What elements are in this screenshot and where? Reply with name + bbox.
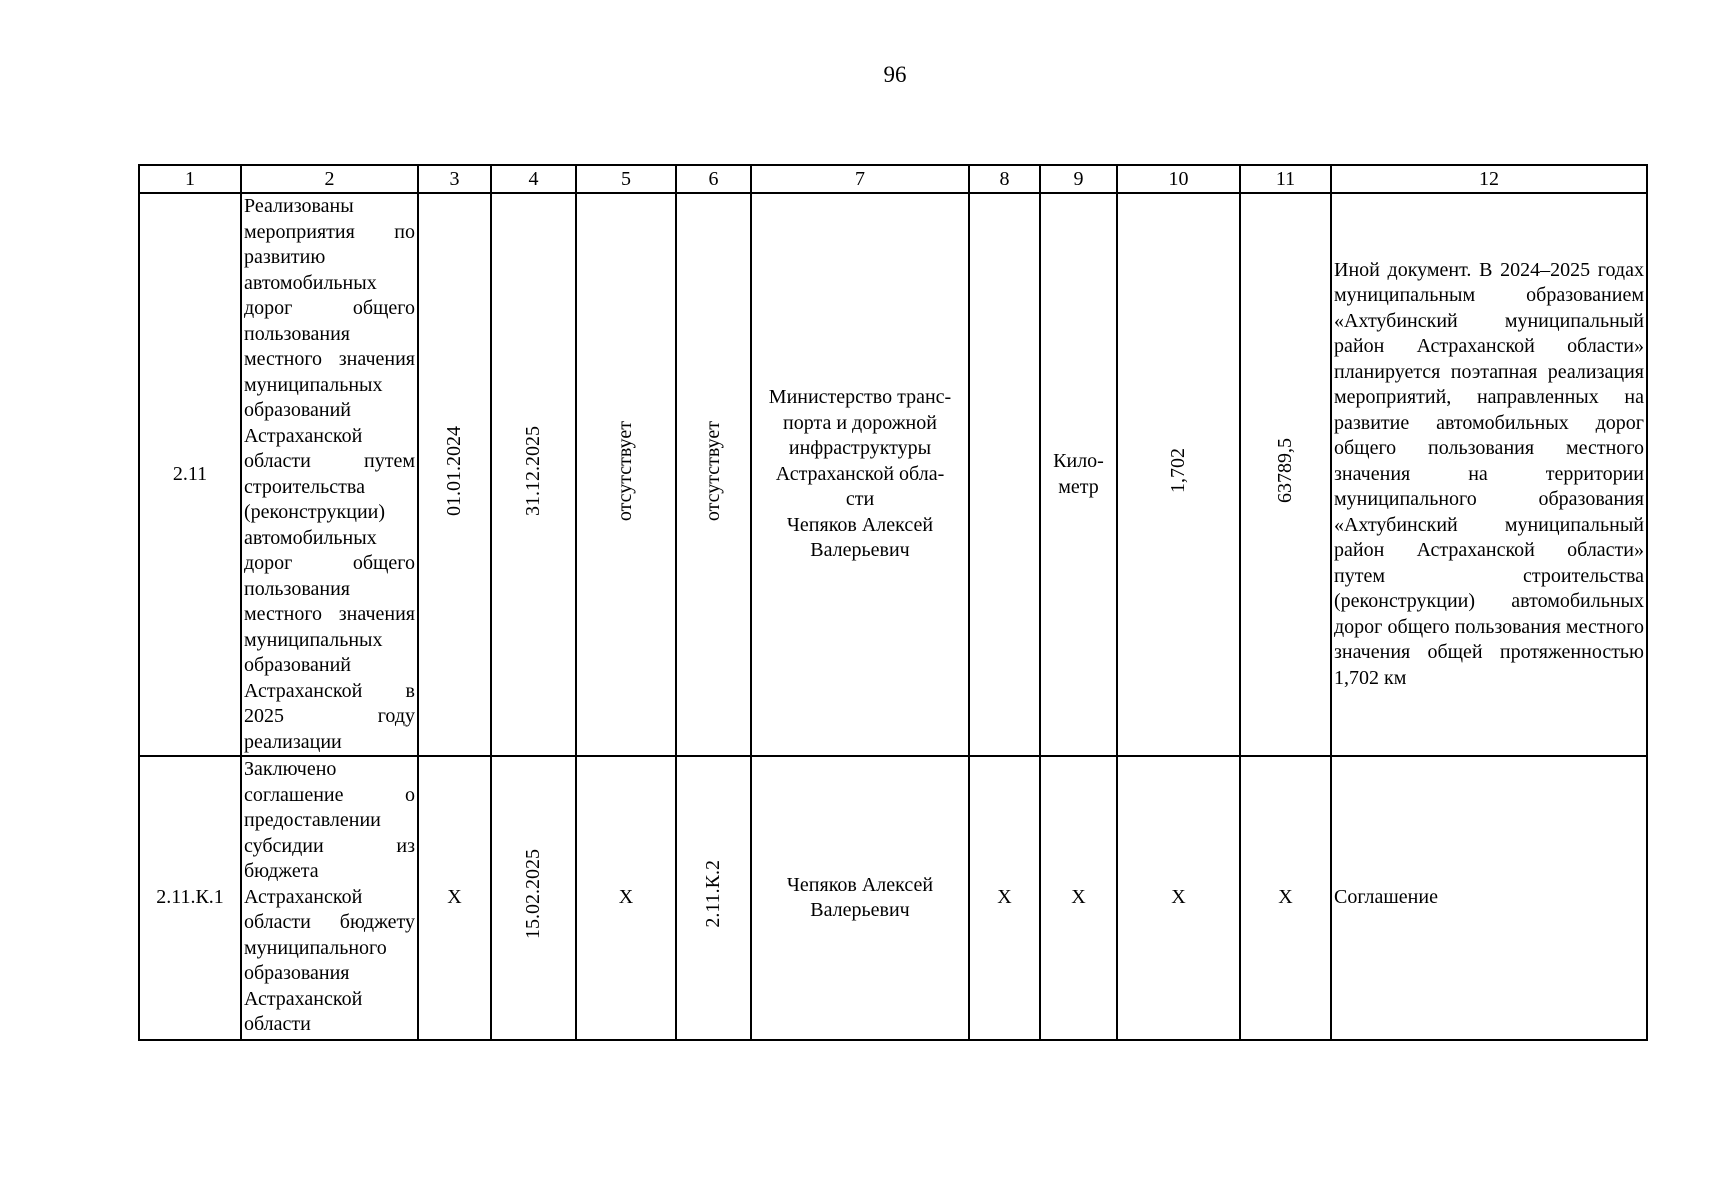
document-description: Иной документ. В 2024–2025 годах муниципальным образованием «Ахтубинский муниципальный район Астраханской области» планируется поэтапная реализация мероприятий, направленных на развитие автомобильных дорог общего пользования местного значения на территории муниципального образования «Ахтубинский муниципальный район Астраханской области» путем строительства (реконструкции) автомобильных дорог общего пользования местного значения общей протяженностью 1,702 км bbox=[1331, 193, 1647, 756]
value: X bbox=[1117, 756, 1240, 1040]
table-row bbox=[139, 193, 1647, 756]
column-header: 3 bbox=[418, 165, 491, 193]
document-description: Соглашение bbox=[1331, 756, 1647, 1040]
unit bbox=[1040, 193, 1117, 756]
responsible-line: Валерьевич bbox=[810, 539, 910, 562]
column-header: 5 bbox=[576, 165, 676, 193]
unit: X bbox=[1040, 756, 1117, 1040]
column-8-cell: X bbox=[969, 756, 1040, 1040]
start-date: X bbox=[418, 756, 491, 1040]
column-header: 10 bbox=[1117, 165, 1240, 193]
result-description: Реализованы мероприятия по развитию автомобильных дорог общего пользования местного значения муниципальных образований Астраханской области путем строительства (реконструкции) автомобильных дорог общего пользования местного значения муниципальных образований Астраханской в 2025 году реализации bbox=[241, 193, 418, 756]
successor bbox=[676, 193, 751, 756]
responsible-line: сти bbox=[845, 488, 875, 511]
successor-text: 2.11.К.2 bbox=[701, 860, 724, 929]
responsible-line: Чепяков Алексей bbox=[786, 873, 934, 896]
end-date-text: 15.02.2025 bbox=[521, 849, 544, 940]
column-header: 2 bbox=[241, 165, 418, 193]
start-date bbox=[418, 193, 491, 756]
header-row bbox=[139, 165, 1647, 193]
amount-text: 63789,5 bbox=[1273, 438, 1296, 504]
value-text: 1,702 bbox=[1166, 448, 1189, 494]
amount: X bbox=[1240, 756, 1331, 1040]
successor bbox=[676, 756, 751, 1040]
column-header: 9 bbox=[1040, 165, 1117, 193]
responsible-line: Астраханской обла- bbox=[775, 462, 945, 485]
end-date bbox=[491, 756, 576, 1040]
result-description: Заключено соглашение о предоставлении субсидии из бюджета Астраханской области бюджету муниципального образования Астраханской области bbox=[241, 756, 418, 1040]
predecessor: X bbox=[576, 756, 676, 1040]
successor-text: отсутствует bbox=[701, 420, 724, 521]
responsible-line: Валерьевич bbox=[810, 899, 910, 921]
responsible-line: Чепяков Алексей bbox=[786, 513, 934, 536]
table-row bbox=[139, 756, 1647, 1040]
responsible-line: Министерство транс- bbox=[768, 386, 952, 409]
page-number: 96 bbox=[883, 62, 907, 87]
predecessor-text: отсутствует bbox=[614, 420, 637, 521]
column-header: 8 bbox=[969, 165, 1040, 193]
column-header: 6 bbox=[676, 165, 751, 193]
unit-line: Кило- bbox=[1053, 450, 1104, 472]
column-header: 11 bbox=[1240, 165, 1331, 193]
column-8-cell bbox=[969, 193, 1040, 756]
column-header: 12 bbox=[1331, 165, 1647, 193]
data-table bbox=[138, 164, 1648, 1041]
start-date-text: 01.01.2024 bbox=[442, 425, 465, 516]
amount bbox=[1240, 193, 1331, 756]
value bbox=[1117, 193, 1240, 756]
unit-line: метр bbox=[1058, 475, 1099, 498]
column-header: 4 bbox=[491, 165, 576, 193]
column-header: 1 bbox=[139, 165, 241, 193]
responsible-line: порта и дорожной bbox=[783, 411, 937, 434]
responsible bbox=[751, 193, 969, 756]
end-date-text: 31.12.2025 bbox=[521, 425, 544, 516]
column-header: 7 bbox=[751, 165, 969, 193]
row-number: 2.11 bbox=[139, 193, 241, 756]
row-number: 2.11.К.1 bbox=[139, 756, 241, 1040]
end-date bbox=[491, 193, 576, 756]
responsible bbox=[751, 756, 969, 1040]
predecessor bbox=[576, 193, 676, 756]
responsible-line: инфраструктуры bbox=[788, 437, 932, 460]
